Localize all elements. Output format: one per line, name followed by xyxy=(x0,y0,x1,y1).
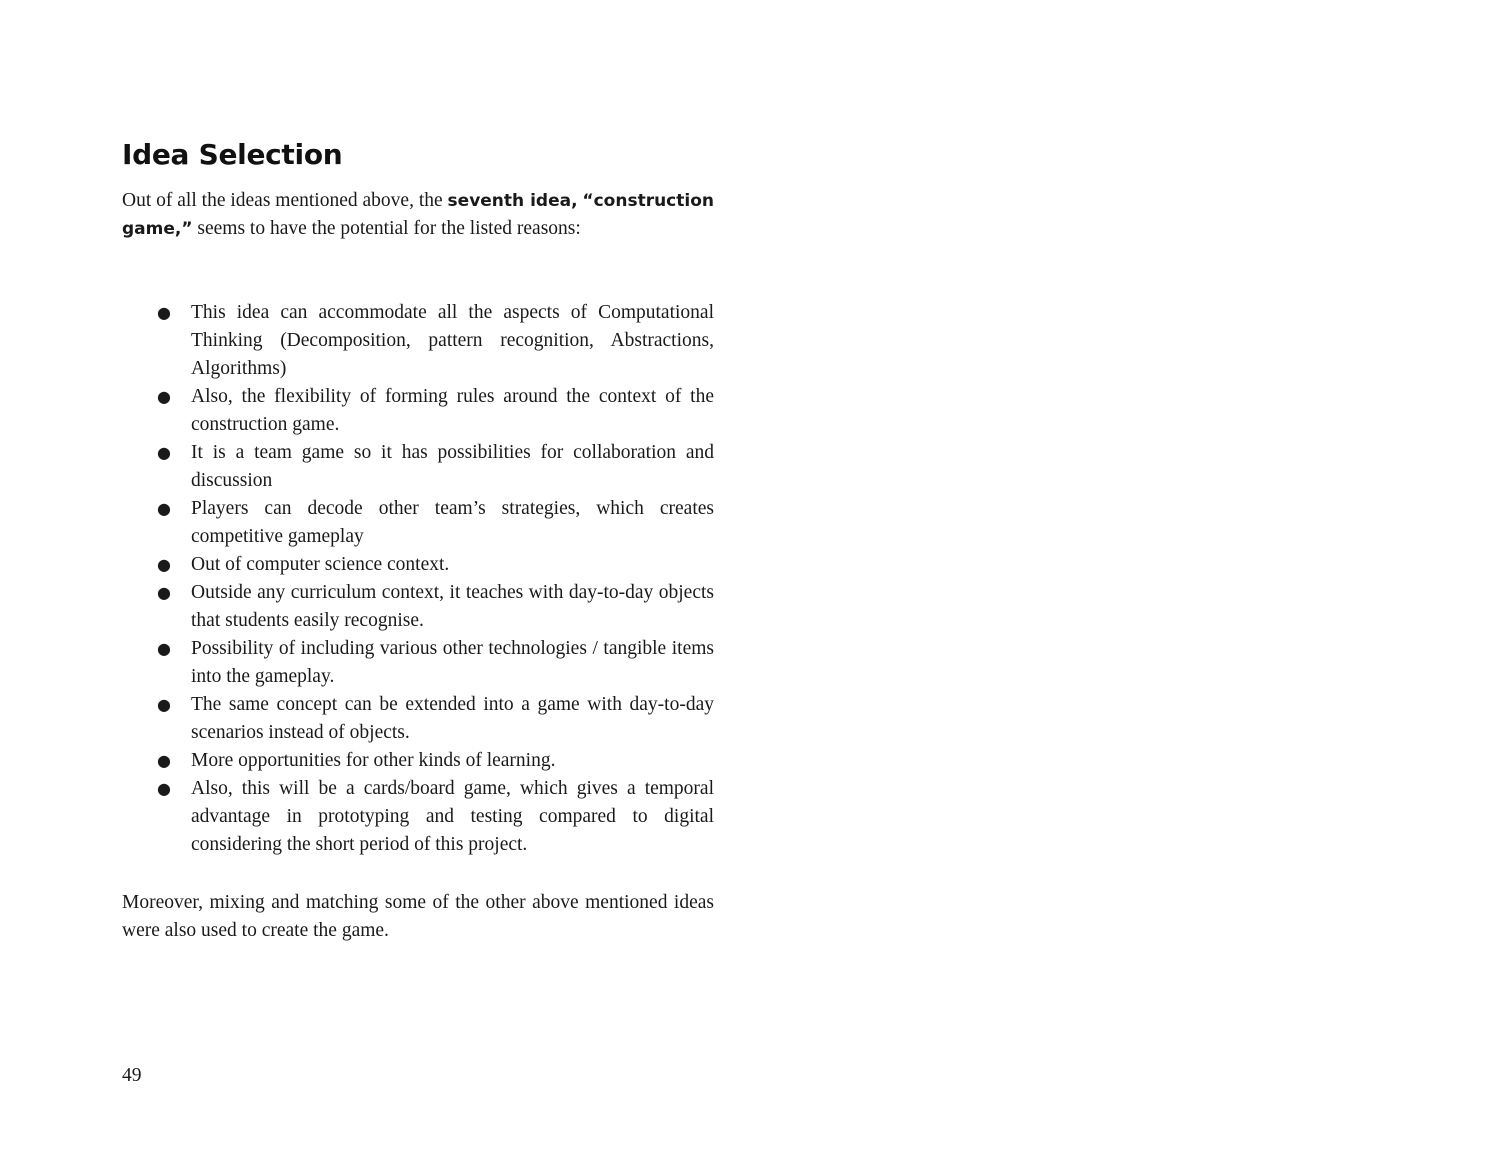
bullet-icon: ● xyxy=(157,499,171,518)
list-item-text: This idea can accommodate all the aspects of Computational Thinking (Decomposition, pattern recognition, Abstractions, Algorithms) xyxy=(191,302,714,379)
list-item xyxy=(122,495,714,551)
bullet-icon: ● xyxy=(157,387,171,406)
list-item xyxy=(122,383,714,439)
list-item-text: Also, the flexibility of forming rules around the context of the construction game. xyxy=(191,386,714,435)
bullet-icon: ● xyxy=(157,639,171,658)
bullet-icon: ● xyxy=(157,779,171,798)
list-item-text: Outside any curriculum context, it teaches with day-to-day objects that students easily recognise. xyxy=(191,582,714,631)
list-item xyxy=(122,691,714,747)
list-item-text: Also, this will be a cards/board game, which gives a temporal advantage in prototyping and testing compared to digital considering the short period of this project. xyxy=(191,778,714,855)
bullet-icon: ● xyxy=(157,443,171,462)
intro-emphasis-idea: seventh idea, xyxy=(447,191,578,211)
list-item xyxy=(122,775,714,859)
intro-text-before: Out of all the ideas mentioned above, the xyxy=(122,190,448,211)
list-item xyxy=(122,299,714,383)
list-item-text: Out of computer science context. xyxy=(191,554,450,575)
intro-text-after: seems to have the potential for the listed reasons: xyxy=(192,218,581,239)
list-item-text: Possibility of including various other technologies / tangible items into the gameplay. xyxy=(191,638,714,687)
closing-paragraph: Moreover, mixing and matching some of the other above mentioned ideas were also used to create the game. xyxy=(122,892,714,941)
intro-emphasis-game: “construction game,” xyxy=(122,191,714,239)
list-item-text: Players can decode other team’s strategies, which creates competitive gameplay xyxy=(191,498,714,547)
bullet-icon: ● xyxy=(157,303,171,322)
list-item xyxy=(122,635,714,691)
reasons-list xyxy=(122,299,714,859)
list-item xyxy=(122,439,714,495)
list-item xyxy=(122,551,714,579)
list-item xyxy=(122,579,714,635)
page-number: 49 xyxy=(122,1065,142,1086)
list-item xyxy=(122,747,714,775)
section-heading: Idea Selection xyxy=(122,138,343,171)
list-item-text: More opportunities for other kinds of learning. xyxy=(191,750,556,771)
bullet-icon: ● xyxy=(157,555,171,574)
list-item-text: It is a team game so it has possibilities for collaboration and discussion xyxy=(191,442,714,491)
bullet-icon: ● xyxy=(157,695,171,714)
intro-paragraph xyxy=(122,187,714,243)
list-item-text: The same concept can be extended into a game with day-to-day scenarios instead of objects. xyxy=(191,694,714,743)
bullet-icon: ● xyxy=(157,583,171,602)
bullet-icon: ● xyxy=(157,751,171,770)
